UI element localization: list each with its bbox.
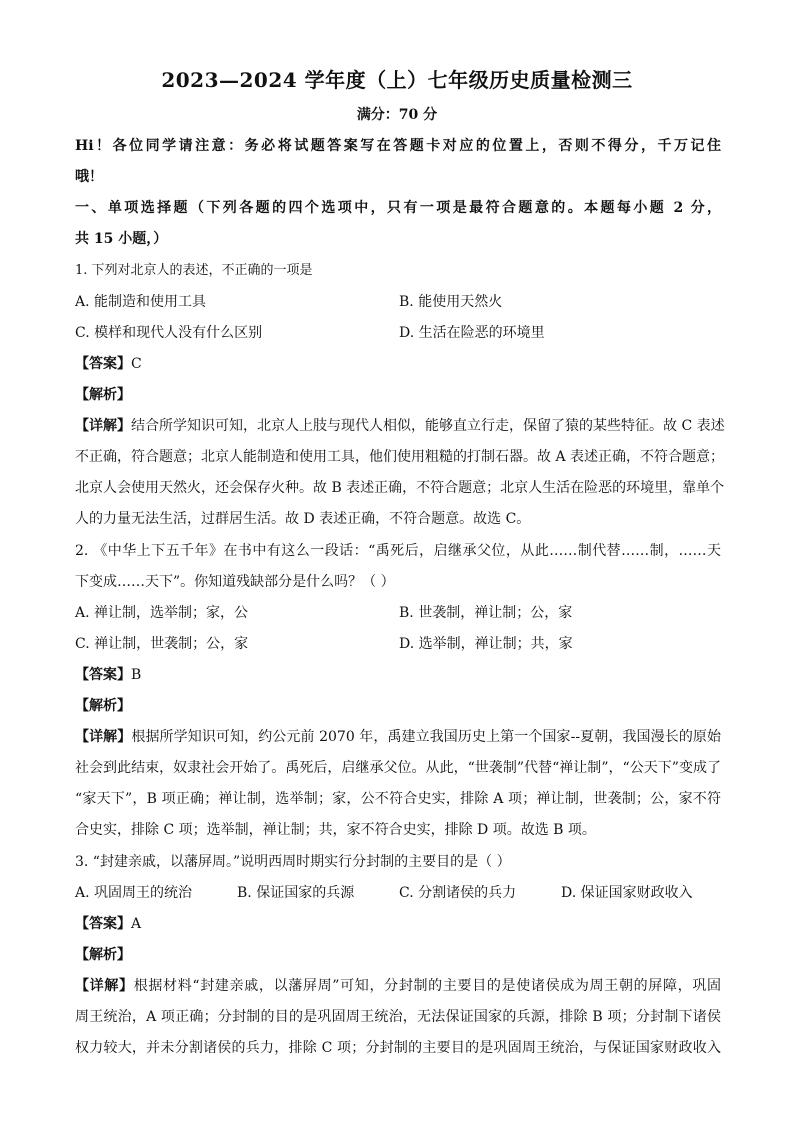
section-heading-line-2: 共 15 小题，） [75,231,168,247]
question-2-stem-line-2: 下变成……天下”。你知道残缺部分是什么吗？（ ） [75,574,395,590]
question-3-option-d: D. 保证国家财政收入 [561,885,693,901]
question-3-detail-line-2: 周王统治，A 项正确；分封制的目的是巩固周王统治，无法保证国家的兵源，排除 B 项；分封制下诸侯 [75,1009,721,1025]
answer-value: A [131,916,142,932]
question-3-answer [75,915,141,933]
notice-line-1: Hi！各位同学请注意：务必将试题答案写在答题卡对应的位置上，否则不得分，千万记住 [75,138,721,154]
detail-text: 结合所学知识可知，北京人上肢与现代人相似，能够直立行走，保留了猿的某些特征。故 C 表述 [131,418,725,434]
question-2-option-d: D. 选举制，禅让制；共，家 [399,636,573,652]
question-1-detail-line-2: 不正确，符合题意；北京人能制造和使用工具，他们使用粗糙的打制石器。故 A 表述正确，不符合题意； [75,449,725,465]
detail-text: 根据所学知识可知，约公元前 2070 年，禹建立我国历史上第一个国家--夏朝，我国漫长的原始 [131,729,721,745]
question-3-option-b: B. 保证国家的兵源 [237,885,355,901]
question-2-analysis-label: 【解析】 [75,698,131,714]
answer-value: C [131,356,142,372]
question-3-option-c: C. 分割诸侯的兵力 [399,885,517,901]
question-1-answer [75,355,142,373]
exam-title: 2023—2024 学年度（上）七年级历史质量检测三 [161,68,633,92]
question-2-option-b: B. 世袭制，禅让制；公，家 [399,605,573,621]
question-3-option-a: A. 巩固周王的统治 [75,885,193,901]
question-1-stem: 1. 下列对北京人的表述，不正确的一项是 [75,263,313,278]
question-2-option-c: C. 禅让制，世袭制；公，家 [75,636,249,652]
question-1-option-d: D. 生活在险恶的环境里 [399,325,545,341]
section-heading-line-1: 一、单项选择题（下列各题的四个选项中，只有一项是最符合题意的。本题每小题 2 分， [75,200,721,216]
question-3-analysis-label: 【解析】 [75,947,131,963]
detail-text: 根据材料“封建亲戚，以藩屏周”可知，分封制的主要目的是使诸侯成为周王朝的屏障，巩固 [133,978,722,994]
question-1-option-c: C. 模样和现代人没有什么区别 [75,325,263,341]
question-2-option-a: A. 禅让制，选举制；家，公 [75,605,249,621]
question-1-detail-line-1 [75,417,725,435]
question-2-detail-line-4: 合史实，排除 C 项；选举制，禅让制；共，家不符合史实，排除 D 项。故选 B 项。 [75,822,596,838]
question-3-stem: 3. “封建亲戚，以藩屏周。”说明西周时期实行分封制的主要目的是（ ） [75,854,511,870]
question-2-stem-line-1: 2. 《中华上下五千年》在书中有这么一段话：“禹死后，启继承父位，从此……制代替……制，……天 [75,543,721,559]
detail-label: 【详解】 [75,729,132,745]
question-1-detail-line-4: 人的力量无法生活，过群居生活。故 D 表述正确，不符合题意。故选 C。 [75,511,531,527]
answer-value: B [131,667,142,683]
full-score: 满分：70 分 [356,107,438,123]
question-2-detail-line-2: 社会到此结束，奴隶社会开始了。禹死后，启继承父位。从此，“世袭制”代替“禅让制”，“公天下”变成了 [75,760,721,776]
question-2-detail-line-3: “家天下”，B 项正确；禅让制，选举制；家，公不符合史实，排除 A 项；禅让制，世袭制；公，家不符 [75,791,721,807]
detail-label: 【详解】 [75,418,131,434]
detail-label: 【详解】 [75,978,134,994]
question-3-detail-line-3: 权力较大，并未分割诸侯的兵力，排除 C 项；分封制的主要目的是巩固周王统治，与保证国家财政收入 [75,1040,721,1056]
answer-label: 【答案】 [75,356,131,372]
question-3-detail-line-1 [75,977,721,995]
question-2-answer [75,666,141,684]
question-1-analysis-label: 【解析】 [75,387,131,403]
question-1-option-b: B. 能使用天然火 [399,294,503,310]
notice-line-2: 哦！ [75,169,103,185]
answer-label: 【答案】 [75,916,131,932]
answer-label: 【答案】 [75,667,131,683]
question-1-detail-line-3: 北京人会使用天然火，还会保存火种。故 B 表述正确，不符合题意；北京人生活在险恶的环境里，靠单个 [75,480,725,496]
question-1-option-a: A. 能制造和使用工具 [75,294,207,310]
question-2-detail-line-1 [75,728,721,746]
